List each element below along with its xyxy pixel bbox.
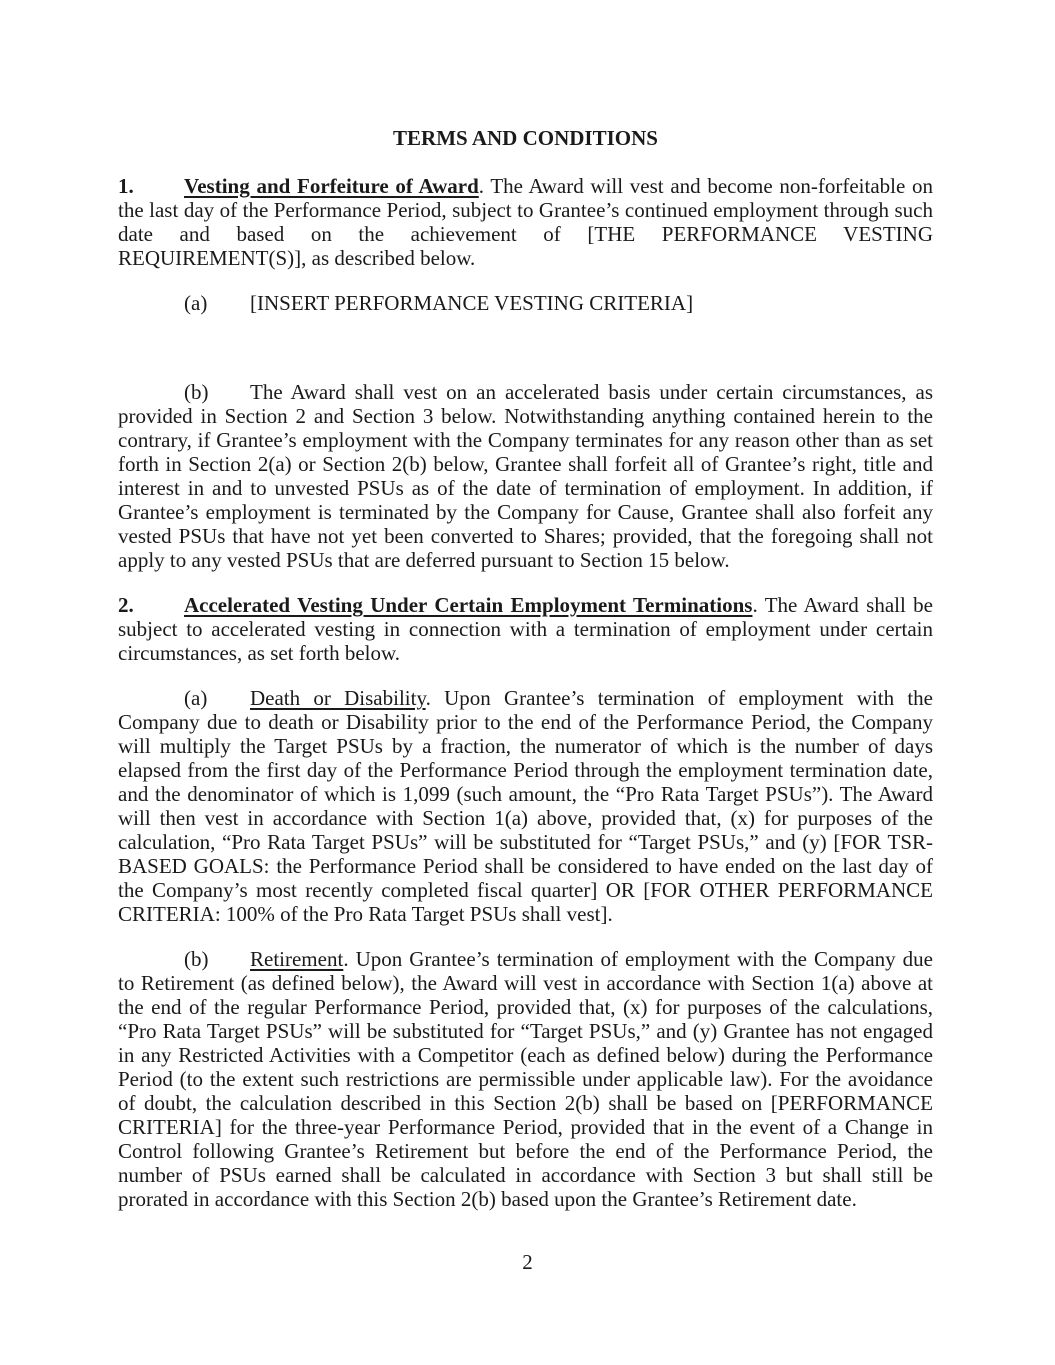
- section-1b-text: The Award shall vest on an accelerated basis under certain circumstances, as provided in Section 2 and Section 3 below. Notwithstanding anything contained herein to the contrary, if Grantee’s employment with the Company terminates for any reason other than as set forth in Section 2(a) or Section 2(b) below, Grantee shall forfeit all of Grantee’s right, title and interest in and to unvested PSUs as of the date of termination of employment. In addition, if Grantee’s employment is terminated by the Company for Cause, Grantee shall also forfeit any vested PSUs that have not yet been converted to Shares; provided, that the foregoing shall not apply to any vested PSUs that are deferred pursuant to Section 15 below.: [118, 380, 933, 572]
- section-1a-text: [INSERT PERFORMANCE VESTING CRITERIA]: [250, 291, 694, 315]
- section-1b-paragraph: [118, 380, 933, 572]
- section-1-body-text: . The Award will vest and become non-forfeitable on the last day of the Performance Period, subject to Grantee’s continued employment through such date and based on the achievement of [THE PERFORMANCE VESTING REQUIREMENT(S)], as described below.: [118, 174, 933, 270]
- section-2a-label: (a): [184, 686, 208, 710]
- section-2b-label: (b): [184, 947, 209, 971]
- page-number: 2: [522, 1250, 533, 1274]
- section-2b-text: . Upon Grantee’s termination of employment with the Company due to Retirement (as defined below), the Award will vest in accordance with Section 1(a) above at the end of the regular Performance Period, provided that, (x) for purposes of the calculations, “Pro Rata Target PSUs” will be substituted for “Target PSUs,” and (y) Grantee has not engaged in any Restricted Activities with a Competitor (each as defined below) during the Performance Period (to the extent such restrictions are permissible under applicable law). For the avoidance of doubt, the calculation described in this Section 2(b) shall be based on [PERFORMANCE CRITERIA] for the three-year Performance Period, provided that in the event of a Change in Control following Grantee’s Retirement but before the end of the Performance Period, the number of PSUs earned shall be calculated in accordance with Section 3 but shall still be prorated in accordance with this Section 2(b) based upon the Grantee’s Retirement date.: [118, 947, 933, 1211]
- section-1-heading: Vesting and Forfeiture of Award: [184, 174, 479, 198]
- section-2b-lead: Retirement: [250, 947, 344, 971]
- section-2-body-text: . The Award shall be subject to accelerated vesting in connection with a termination of employment under certain circumstances, as set forth below.: [118, 593, 933, 665]
- section-1b-label: (b): [184, 380, 209, 404]
- section-1-paragraph: [118, 174, 933, 270]
- section-2-number: 2.: [118, 593, 134, 617]
- section-2a-text: . Upon Grantee’s termination of employment with the Company due to death or Disability prior to the end of the Performance Period, the Company will multiply the Target PSUs by a fraction, the numerator of which is the number of days elapsed from the first day of the Performance Period through the employment termination date, and the denominator of which is 1,099 (such amount, the “Pro Rata Target PSUs”). The Award will then vest in accordance with Section 1(a) above, provided that, (x) for purposes of the calculation, “Pro Rata Target PSUs” will be substituted for “Target PSUs,” and (y) [FOR TSR-BASED GOALS: the Performance Period shall be considered to have ended on the last day of the Company’s most recently completed fiscal quarter] OR [FOR OTHER PERFORMANCE CRITERIA: 100% of the Pro Rata Target PSUs shall vest].: [118, 686, 933, 926]
- section-2b-paragraph: [118, 947, 933, 1211]
- section-1a-paragraph: [118, 291, 933, 315]
- section-2a-lead: Death or Disability: [250, 686, 426, 710]
- section-2-paragraph: [118, 593, 933, 665]
- section-2-heading: Accelerated Vesting Under Certain Employment Terminations: [184, 593, 753, 617]
- document-title: TERMS AND CONDITIONS: [393, 126, 658, 150]
- section-1a-label: (a): [184, 291, 208, 315]
- section-2a-paragraph: [118, 686, 933, 926]
- section-1-number: 1.: [118, 174, 134, 198]
